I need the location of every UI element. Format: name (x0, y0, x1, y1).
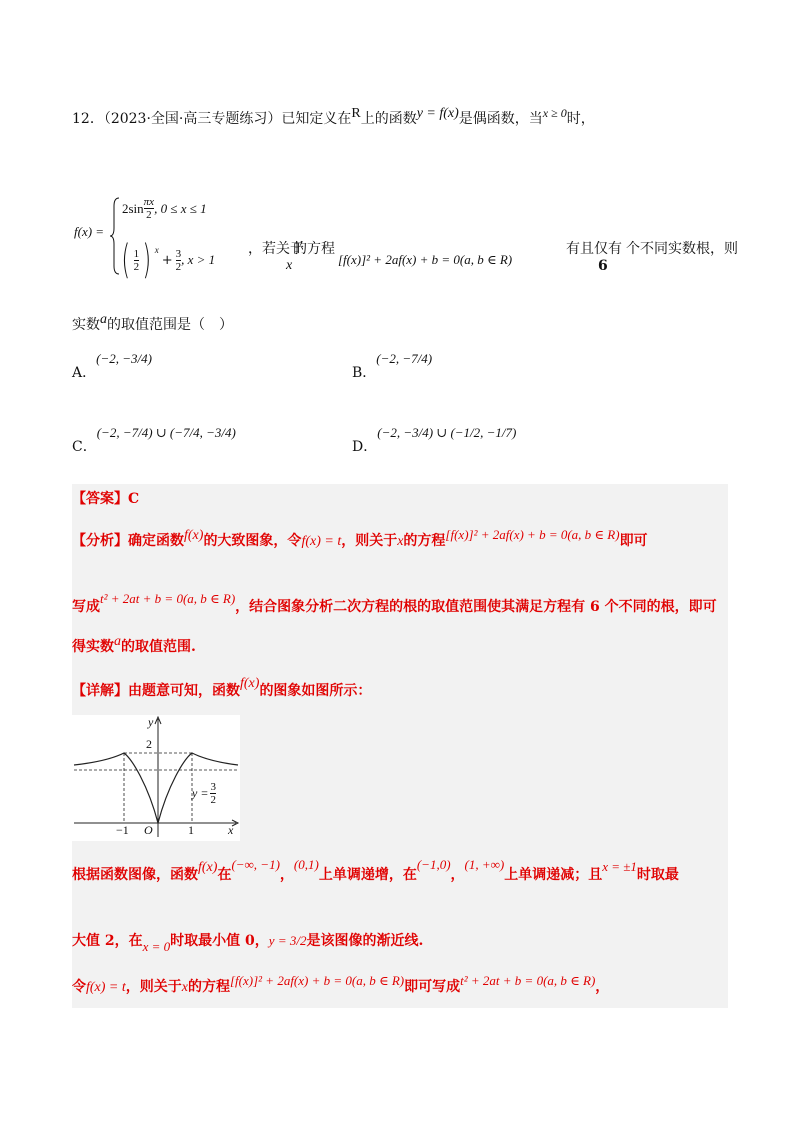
option-value: (−2, −7/4) (376, 351, 433, 366)
question-text: 的方程 (293, 241, 335, 257)
asymptote-label (192, 781, 216, 806)
piece-text: 2sin (122, 200, 144, 216)
function-graph (72, 715, 240, 841)
text: 的大致图象，令 (203, 533, 302, 549)
text: 的方程 (403, 533, 446, 549)
option-a[interactable] (72, 351, 152, 382)
set-r: R (351, 106, 361, 121)
text: 大值 2，在 (72, 933, 143, 949)
math: (0,1) (293, 857, 319, 872)
option-c[interactable] (72, 425, 236, 456)
math: x (181, 980, 188, 995)
math: f(x) (184, 528, 204, 543)
option-label: B． (352, 365, 377, 381)
math: f(x) = t (86, 980, 126, 995)
detail-line-4 (72, 973, 610, 996)
question-text: 有且仅有 (566, 241, 622, 257)
frac-den: 2 (175, 260, 182, 273)
detail-tag: 【详解】 (72, 683, 128, 699)
text: ， (595, 979, 610, 995)
answer-tag: 【答案】 (72, 491, 128, 507)
fraction (210, 781, 216, 806)
text: 即可写成 (404, 979, 461, 995)
math: (−1,0) (416, 857, 451, 872)
var-x: x (286, 258, 293, 273)
question-text: 时， (566, 111, 595, 127)
question-text: 个不同实数根，则 (626, 241, 738, 257)
text: 的图象如图所示： (259, 683, 372, 699)
fraction (134, 248, 140, 273)
detail-line-2 (72, 857, 679, 884)
text: 即可 (619, 533, 648, 549)
piecewise-lhs: f(x) = (74, 224, 105, 239)
question-text: 实数 (72, 317, 100, 333)
text: 的方程 (187, 979, 230, 995)
exponent: x (154, 245, 159, 255)
math: y = 3/2 (268, 933, 307, 948)
math: f(x) (240, 676, 260, 691)
question-text: 已知定义在 (281, 111, 352, 127)
option-label: C． (72, 439, 97, 455)
piecewise-function (72, 196, 232, 283)
piece-text: , x > 1 (181, 252, 216, 267)
option-label: D． (352, 439, 378, 455)
plus: + (161, 252, 173, 268)
text: ， (279, 867, 294, 883)
analysis-line-3 (72, 636, 196, 656)
text: 在 (217, 867, 232, 883)
option-value: (−2, −3/4) ∪ (−1/2, −1/7) (377, 425, 517, 440)
fraction (144, 196, 154, 221)
graph-svg (72, 715, 240, 841)
question-source: （2023·全国·高三专题练习） (103, 111, 282, 127)
text: 时取最 (636, 867, 679, 883)
text: 写成 (72, 599, 100, 615)
option-value: (−2, −3/4) (96, 351, 152, 366)
frac-den: 2 (133, 260, 140, 273)
function-y-fx: y = f(x) (416, 106, 459, 121)
answer-value: C (128, 491, 140, 507)
detail-line-1 (72, 676, 372, 700)
text: 时取最小值 0， (170, 933, 269, 949)
text: 得实数 (72, 639, 114, 655)
frac-num: πx (143, 196, 155, 208)
analysis-line-2 (72, 591, 717, 616)
piece-1 (122, 196, 207, 221)
paren: ( (121, 237, 131, 283)
asym-lhs: y = (192, 786, 209, 800)
analysis-line-1 (72, 527, 648, 550)
origin-label: O (144, 823, 153, 837)
option-b[interactable] (352, 351, 433, 382)
option-d[interactable] (352, 425, 517, 456)
piece-2 (118, 237, 216, 283)
question-text: ，若关于 (248, 241, 304, 257)
math: a (114, 634, 121, 649)
piece-text: , 0 ≤ x ≤ 1 (154, 200, 207, 216)
question-line-1 (72, 108, 595, 128)
question-line-3 (72, 314, 233, 334)
math: (−∞, −1) (231, 857, 280, 872)
math: t² + 2at + b = 0(a, b ∈ R) (100, 591, 236, 606)
frac-num: 3 (210, 781, 216, 793)
math: [f(x)]² + 2af(x) + b = 0(a, b ∈ R) (229, 973, 405, 988)
option-value: (−2, −7/4) ∪ (−7/4, −3/4) (96, 425, 236, 440)
frac-num: 3 (175, 247, 182, 260)
y-axis-label: y (148, 715, 154, 729)
analysis-tag: 【分析】 (72, 533, 128, 549)
text: ，结合图象分析二次方程的根的取值范围使其满足方程有 6 个不同的根，即可 (235, 599, 717, 615)
tick-1: 1 (188, 823, 194, 837)
tick-neg1: −1 (116, 823, 129, 837)
math: (1, +∞) (464, 857, 505, 872)
x-axis-label: x (228, 823, 234, 837)
text: 令 (72, 979, 86, 995)
question-text: 上的函数 (360, 111, 417, 127)
text: 由题意可知，函数 (128, 683, 240, 699)
math: [f(x)]² + 2af(x) + b = 0(a, b ∈ R) (445, 527, 620, 542)
math: x = 0 (142, 939, 171, 954)
equation: [f(x)]² + 2af(x) + b = 0(a, b ∈ R) (338, 252, 513, 267)
math: t² + 2at + b = 0(a, b ∈ R) (460, 973, 596, 988)
text: ， (450, 867, 465, 883)
option-label: A． (72, 365, 97, 381)
answer-line (72, 488, 139, 508)
frac-den: 2 (210, 794, 216, 806)
frac-num: 1 (133, 247, 140, 260)
question-number: 12． (72, 111, 104, 127)
root-count: 6 (598, 258, 608, 274)
math: x = ±1 (602, 859, 637, 874)
text: ，则关于 (125, 979, 182, 995)
math: f(x) = t (301, 534, 342, 549)
math: f(x) (198, 860, 218, 875)
detail-line-3 (72, 930, 424, 954)
condition-x: x ≥ 0 (542, 106, 567, 120)
var-a: a (100, 312, 107, 327)
text: 是该图像的渐近线. (306, 933, 424, 949)
text: 确定函数 (128, 533, 184, 549)
text: 上单调递减；且 (504, 867, 603, 883)
paren: ) (142, 237, 152, 283)
text: 的取值范围. (121, 639, 196, 655)
text: 根据函数图像，函数 (72, 867, 198, 883)
tick-2: 2 (146, 737, 152, 751)
text: 上单调递增，在 (318, 867, 417, 883)
text: ，则关于 (341, 533, 398, 549)
math: x (397, 534, 404, 549)
question-text: 是偶函数，当 (458, 111, 543, 127)
question-text: 的取值范围是（ ） (107, 317, 233, 333)
frac-den: 2 (146, 209, 152, 221)
